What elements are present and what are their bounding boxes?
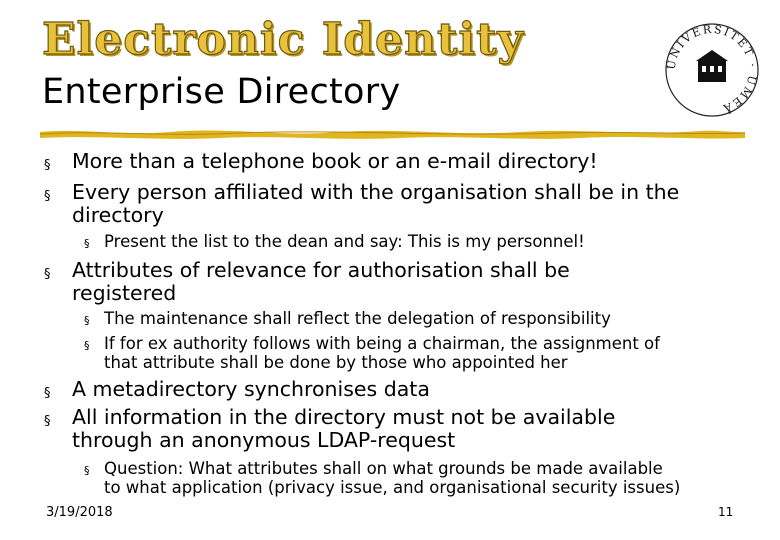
bullet-item-level-2 xyxy=(84,334,660,372)
bullet-text-line: to what application (privacy issue, and organisational security issues) xyxy=(104,478,681,497)
banner-title: Electronic Identity xyxy=(42,14,524,65)
bullet-item-level-2 xyxy=(84,459,681,497)
bullet-text-line: Every person affiliated with the organisation shall be in the xyxy=(72,180,680,204)
bullet-text-line: If for ex authority follows with being a chairman, the assignment of xyxy=(104,334,660,353)
bullet-item-level-2 xyxy=(84,309,611,328)
university-seal-logo xyxy=(662,20,762,120)
bullet-marker-icon: § xyxy=(84,339,90,352)
bullet-marker-icon: § xyxy=(84,464,90,477)
bullet-marker-icon: § xyxy=(44,158,51,173)
slide-title: Enterprise Directory xyxy=(42,72,401,112)
header-divider xyxy=(40,126,745,142)
bullet-marker-icon: § xyxy=(44,414,51,429)
bullet-item-level-1 xyxy=(44,405,616,452)
bullet-item-level-1 xyxy=(44,180,680,227)
bullet-marker-icon: § xyxy=(84,237,90,250)
bullet-marker-icon: § xyxy=(44,267,51,282)
footer-page-number: 11 xyxy=(718,505,734,519)
bullet-text-line: Attributes of relevance for authorisation shall be xyxy=(72,258,570,282)
bullet-text-line: More than a telephone book or an e-mail directory! xyxy=(72,149,598,173)
bullet-marker-icon: § xyxy=(44,189,51,204)
bullet-item-level-2 xyxy=(84,232,585,251)
footer-date: 3/19/2018 xyxy=(46,505,113,520)
bullet-marker-icon: § xyxy=(44,386,51,401)
bullet-item-level-1 xyxy=(44,377,430,401)
seal-ring-text: UNIVERSITET · UMEÅ xyxy=(664,22,760,116)
bullet-text-line: that attribute shall be done by those who appointed her xyxy=(104,353,568,372)
bullet-text-line: All information in the directory must not be available xyxy=(72,405,616,429)
bullet-item-level-1 xyxy=(44,258,570,305)
bullet-text-line: Question: What attributes shall on what grounds be made available xyxy=(104,459,663,478)
bullet-text-line: Present the list to the dean and say: This is my personnel! xyxy=(104,232,585,251)
bullet-text-line: A metadirectory synchronises data xyxy=(72,377,430,401)
bullet-text-line: registered xyxy=(72,281,177,305)
bullet-marker-icon: § xyxy=(84,314,90,327)
bullet-text-line: directory xyxy=(72,203,164,227)
bullet-item-level-1 xyxy=(44,149,598,173)
bullet-text-line: through an anonymous LDAP-request xyxy=(72,428,456,452)
bullet-text-line: The maintenance shall reflect the delegation of responsibility xyxy=(104,309,611,328)
